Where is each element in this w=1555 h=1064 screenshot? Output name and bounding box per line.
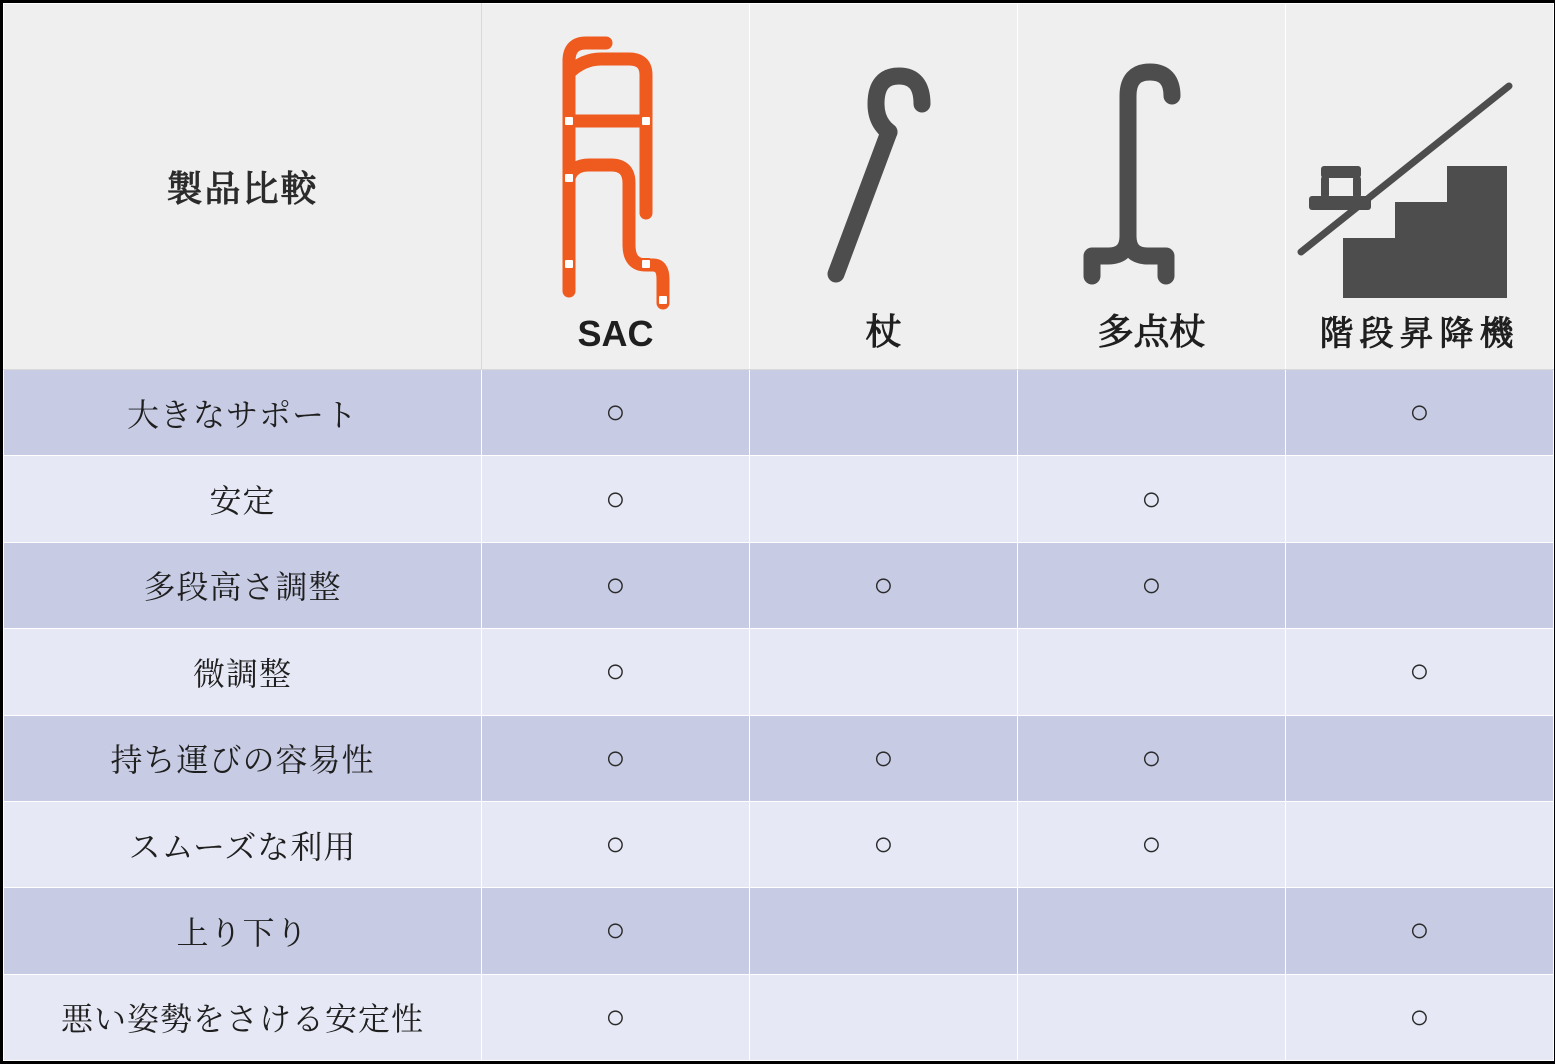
cell-stairlift: [1286, 629, 1554, 715]
cell-cane: [750, 629, 1018, 715]
mark-value: ○: [605, 738, 626, 777]
cell-stairlift: [1286, 888, 1554, 974]
mark-value: ○: [605, 565, 626, 604]
cell-sac: [482, 456, 750, 542]
table-row: [4, 974, 1554, 1060]
row-label: 安定: [4, 456, 482, 542]
mark-value: ○: [605, 997, 626, 1036]
cell-sac: [482, 974, 750, 1060]
mark-value: ○: [1141, 565, 1162, 604]
table-row: [4, 542, 1554, 628]
stairlift-icon: [1295, 6, 1545, 306]
cell-cane: [750, 456, 1018, 542]
mark-value: ○: [1141, 479, 1162, 518]
cell-stairlift: [1286, 801, 1554, 887]
header-product-quad-cane: [1018, 4, 1286, 370]
row-label: 持ち運びの容易性: [4, 715, 482, 801]
sac-walker-icon: [511, 13, 721, 313]
table-row: [4, 370, 1554, 456]
mark-value: ○: [873, 825, 894, 864]
cell-sac: [482, 542, 750, 628]
table-body: [4, 370, 1554, 1061]
cell-stairlift: [1286, 456, 1554, 542]
cell-sac: [482, 629, 750, 715]
cell-quad-cane: [1018, 715, 1286, 801]
cell-cane: [750, 370, 1018, 456]
mark-value: ○: [1409, 997, 1430, 1036]
cell-stairlift: [1286, 370, 1554, 456]
row-label: 大きなサポート: [4, 370, 482, 456]
product-name-cane: 杖: [865, 311, 902, 352]
cell-cane: [750, 888, 1018, 974]
mark-value: ○: [1409, 393, 1430, 432]
table-row: [4, 456, 1554, 542]
table-header-row: [4, 4, 1554, 370]
cell-quad-cane: [1018, 542, 1286, 628]
header-product-sac: [482, 4, 750, 370]
row-label: 多段高さ調整: [4, 542, 482, 628]
row-label: 悪い姿勢をさける安定性: [4, 974, 482, 1060]
table-row: [4, 888, 1554, 974]
mark-value: ○: [1141, 825, 1162, 864]
table-row: [4, 715, 1554, 801]
product-name-stairlift: 階段昇降機: [1319, 315, 1520, 353]
cane-icon: [794, 4, 974, 304]
page-title: 製品比較: [166, 168, 319, 209]
cell-stairlift: [1286, 715, 1554, 801]
mark-value: ○: [605, 652, 626, 691]
header-product-cane: [750, 4, 1018, 370]
cell-stairlift: [1286, 974, 1554, 1060]
mark-value: ○: [605, 479, 626, 518]
row-label: スムーズな利用: [4, 801, 482, 887]
mark-value: ○: [873, 565, 894, 604]
cell-quad-cane: [1018, 888, 1286, 974]
product-name-quad-cane: 多点杖: [1097, 311, 1206, 352]
product-name-sac: SAC: [577, 313, 654, 354]
cell-cane: [750, 974, 1018, 1060]
product-comparison-table: [3, 3, 1554, 1061]
mark-value: ○: [605, 825, 626, 864]
mark-value: ○: [1409, 911, 1430, 950]
table-row: [4, 629, 1554, 715]
cell-sac: [482, 888, 750, 974]
cell-sac: [482, 370, 750, 456]
cell-sac: [482, 715, 750, 801]
mark-value: ○: [873, 738, 894, 777]
cell-cane: [750, 715, 1018, 801]
cell-quad-cane: [1018, 629, 1286, 715]
cell-quad-cane: [1018, 801, 1286, 887]
cell-sac: [482, 801, 750, 887]
table-row: [4, 801, 1554, 887]
cell-cane: [750, 801, 1018, 887]
row-label: 微調整: [4, 629, 482, 715]
mark-value: ○: [605, 393, 626, 432]
table-title-cell: [4, 4, 482, 370]
cell-cane: [750, 542, 1018, 628]
header-product-stairlift: [1286, 4, 1554, 370]
row-label: 上り下り: [4, 888, 482, 974]
mark-value: ○: [605, 911, 626, 950]
mark-value: ○: [1409, 652, 1430, 691]
cell-quad-cane: [1018, 456, 1286, 542]
cell-stairlift: [1286, 542, 1554, 628]
cell-quad-cane: [1018, 370, 1286, 456]
cell-quad-cane: [1018, 974, 1286, 1060]
quad-cane-icon: [1062, 4, 1242, 304]
mark-value: ○: [1141, 738, 1162, 777]
